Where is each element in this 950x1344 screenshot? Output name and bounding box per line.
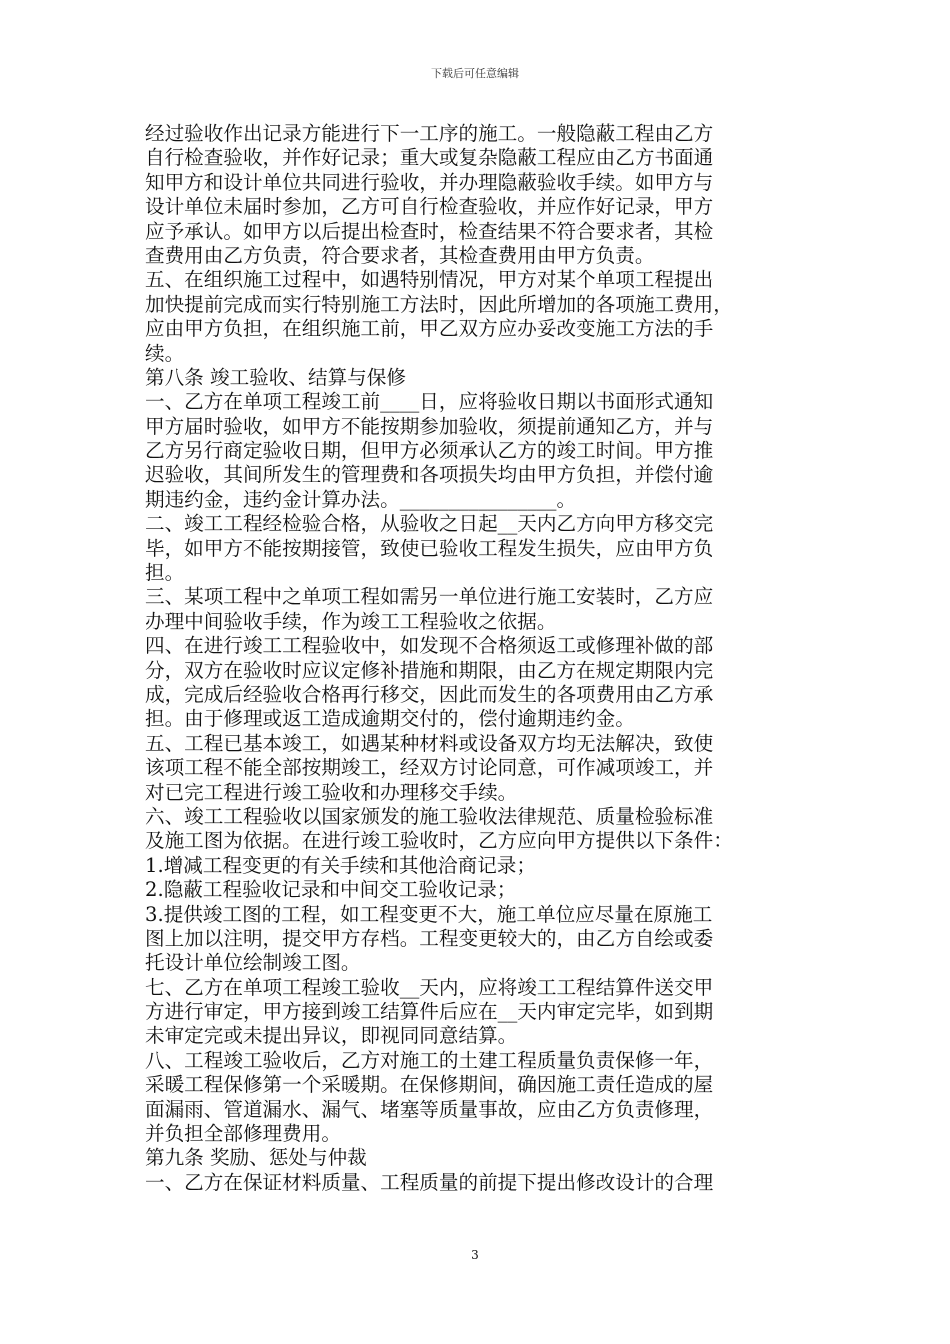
text-line: 乙方另行商定验收日期，但甲方必须承认乙方的竣工时间。甲方推 [145, 439, 714, 463]
text-line: 及施工图为依据。在进行竣工验收时，乙方应向甲方提供以下条件： [145, 829, 733, 853]
text-line: 应由甲方负担，在组织施工前，甲乙双方应办妥改变施工方法的手 [145, 317, 714, 341]
text-line: 二、竣工工程经检验合格，从验收之日起__天内乙方向甲方移交完 [145, 512, 714, 536]
text-line: 自行检查验收，并作好记录；重大或复杂隐蔽工程应由乙方书面通 [145, 146, 714, 170]
article-heading: 第九条 奖励、惩处与仲裁 [145, 1146, 367, 1170]
text-line: 七、乙方在单项工程竣工验收__天内，应将竣工工程结算件送交甲 [145, 975, 714, 999]
text-line: 甲方届时验收，如甲方不能按期参加验收，须提前通知乙方，并与 [145, 414, 714, 438]
text-line: 托设计单位绘制竣工图。 [145, 951, 361, 975]
text-line: 该项工程不能全部按期竣工，经双方讨论同意，可作减项竣工，并 [145, 756, 714, 780]
page-number: 3 [471, 1248, 479, 1262]
text-line: 一、乙方在保证材料质量、工程质量的前提下提出修改设计的合理 [145, 1170, 714, 1194]
text-line: 八、工程竣工验收后，乙方对施工的土建工程质量负责保修一年， [145, 1048, 714, 1072]
text-line: 担。 [145, 561, 185, 585]
text-line: 图上加以注明，提交甲方存档。工程变更较大的，由乙方自绘或委 [145, 926, 714, 950]
text-line: 四、在进行竣工工程验收中，如发现不合格须返工或修理补做的部 [145, 634, 714, 658]
article-heading: 第八条 竣工验收、结算与保修 [145, 365, 406, 389]
text-line: 应予承认。如甲方以后提出检查时，检查结果不符合要求者，其检 [145, 219, 714, 243]
document-body [145, 122, 810, 1195]
text-line: 五、工程已基本竣工，如遇某种材料或设备双方均无法解决，致使 [145, 731, 714, 755]
text-line: 设计单位未届时参加，乙方可自行检查验收，并应作好记录，甲方 [145, 195, 714, 219]
text-line: 担。由于修理或返工造成逾期交付的，偿付逾期违约金。 [145, 707, 635, 731]
text-line: 未审定完或未提出异议，即视同同意结算。 [145, 1024, 518, 1048]
text-line: 续。 [145, 341, 185, 365]
text-line: 迟验收，其间所发生的管理费和各项损失均由甲方负担，并偿付逾 [145, 463, 714, 487]
page-header: 下载后可任意编辑 [431, 67, 519, 80]
text-line: 一、乙方在单项工程竣工前____日，应将验收日期以书面形式通知 [145, 390, 714, 414]
text-line: 分，双方在验收时应议定修补措施和期限，由乙方在规定期限内完 [145, 658, 714, 682]
text-line: 查费用由乙方负责，符合要求者，其检查费用由甲方负责。 [145, 243, 655, 267]
text-line: 六、竣工工程验收以国家颁发的施工验收法律规范、质量检验标准 [145, 804, 714, 828]
text-line: 2.隐蔽工程验收记录和中间交工验收记录； [145, 878, 517, 902]
text-line: 经过验收作出记录方能进行下一工序的施工。一般隐蔽工程由乙方 [145, 122, 714, 145]
text-line: 知甲方和设计单位共同进行验收，并办理隐蔽验收手续。如甲方与 [145, 170, 714, 194]
text-line: 1.增减工程变更的有关手续和其他洽商记录； [145, 853, 536, 877]
text-line: 加快提前完成而实行特别施工方法时，因此所增加的各项施工费用， [145, 292, 733, 316]
text-line: 五、在组织施工过程中，如遇特别情况，甲方对某个单项工程提出 [145, 268, 714, 292]
text-line: 3.提供竣工图的工程，如工程变更不大，施工单位应尽量在原施工 [145, 902, 713, 926]
text-line: 对已完工程进行竣工验收和办理移交手续。 [145, 780, 518, 804]
text-line: 面漏雨、管道漏水、漏气、堵塞等质量事故，应由乙方负责修理， [145, 1097, 714, 1121]
text-line: 三、某项工程中之单项工程如需另一单位进行施工安装时，乙方应 [145, 585, 714, 609]
text-line: 期违约金，违约金计算办法。________________。 [145, 487, 577, 511]
text-line: 毕，如甲方不能按期接管，致使已验收工程发生损失，应由甲方负 [145, 536, 714, 560]
text-line: 成，完成后经验收合格再行移交，因此而发生的各项费用由乙方承 [145, 682, 714, 706]
text-line: 方进行审定，甲方接到竣工结算件后应在__天内审定完毕，如到期 [145, 1000, 714, 1024]
text-line: 采暖工程保修第一个采暖期。在保修期间，确因施工责任造成的屋 [145, 1073, 714, 1097]
text-line: 办理中间验收手续，作为竣工工程验收之依据。 [145, 609, 557, 633]
text-line: 并负担全部修理费用。 [145, 1122, 341, 1146]
